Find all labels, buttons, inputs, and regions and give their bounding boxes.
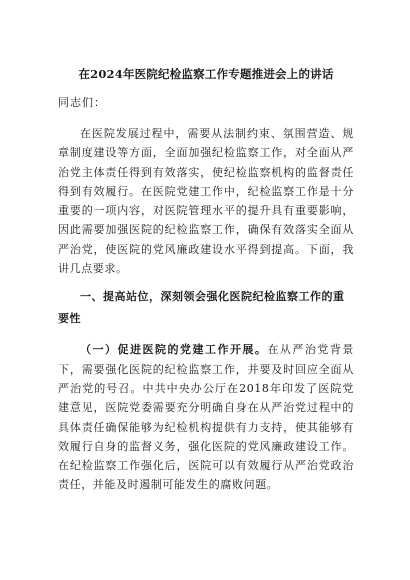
subsection-heading-1: （一）促进医院的党建工作开展。 [80, 343, 268, 357]
document-title: 在2024年医院纪检监察工作专题推进会上的讲话 [78, 67, 334, 81]
paragraph-subsection-1 [58, 340, 354, 494]
greeting: 同志们： [58, 96, 106, 109]
paragraph-intro: 在医院发展过程中，需要从法制约束、氛围营造、规章制度建设等方面，全面加强纪检监察工作，对全面从严治党主体责任得到有效落实，使纪检监察机构的监督责任得到有效履行。在医院党建工作中，纪检监察工作是十分重要的一项内容，对医院管理水平的提升具有重要影响，因此需要加强医院的纪检监察工作，确保有效落实全面从严治党，使医院的党风廉政建设水平得到提高。下面，我讲几点要求。 [58, 127, 354, 276]
section-heading-1: 一、提高站位，深刻领会强化医院纪检监察工作的重要性 [58, 290, 345, 326]
subsection-body-1: 在从严治党背景下，需要强化医院的纪检监察工作，并要及时回应全面从严治党的号召。中共中央办公厅在2018年印发了医院党建意见，医院党委需要充分明确自身在从严治党过程中的具体责任确保能够为纪检机构提供有力支持，使其能够有效履行自身的监督义务，强化医院的党风廉政建设工作。在纪检监察工作强化后，医院可以有效履行从严治党政治责任，并能及时遏制可能发生的腐败问题。 [58, 343, 355, 492]
